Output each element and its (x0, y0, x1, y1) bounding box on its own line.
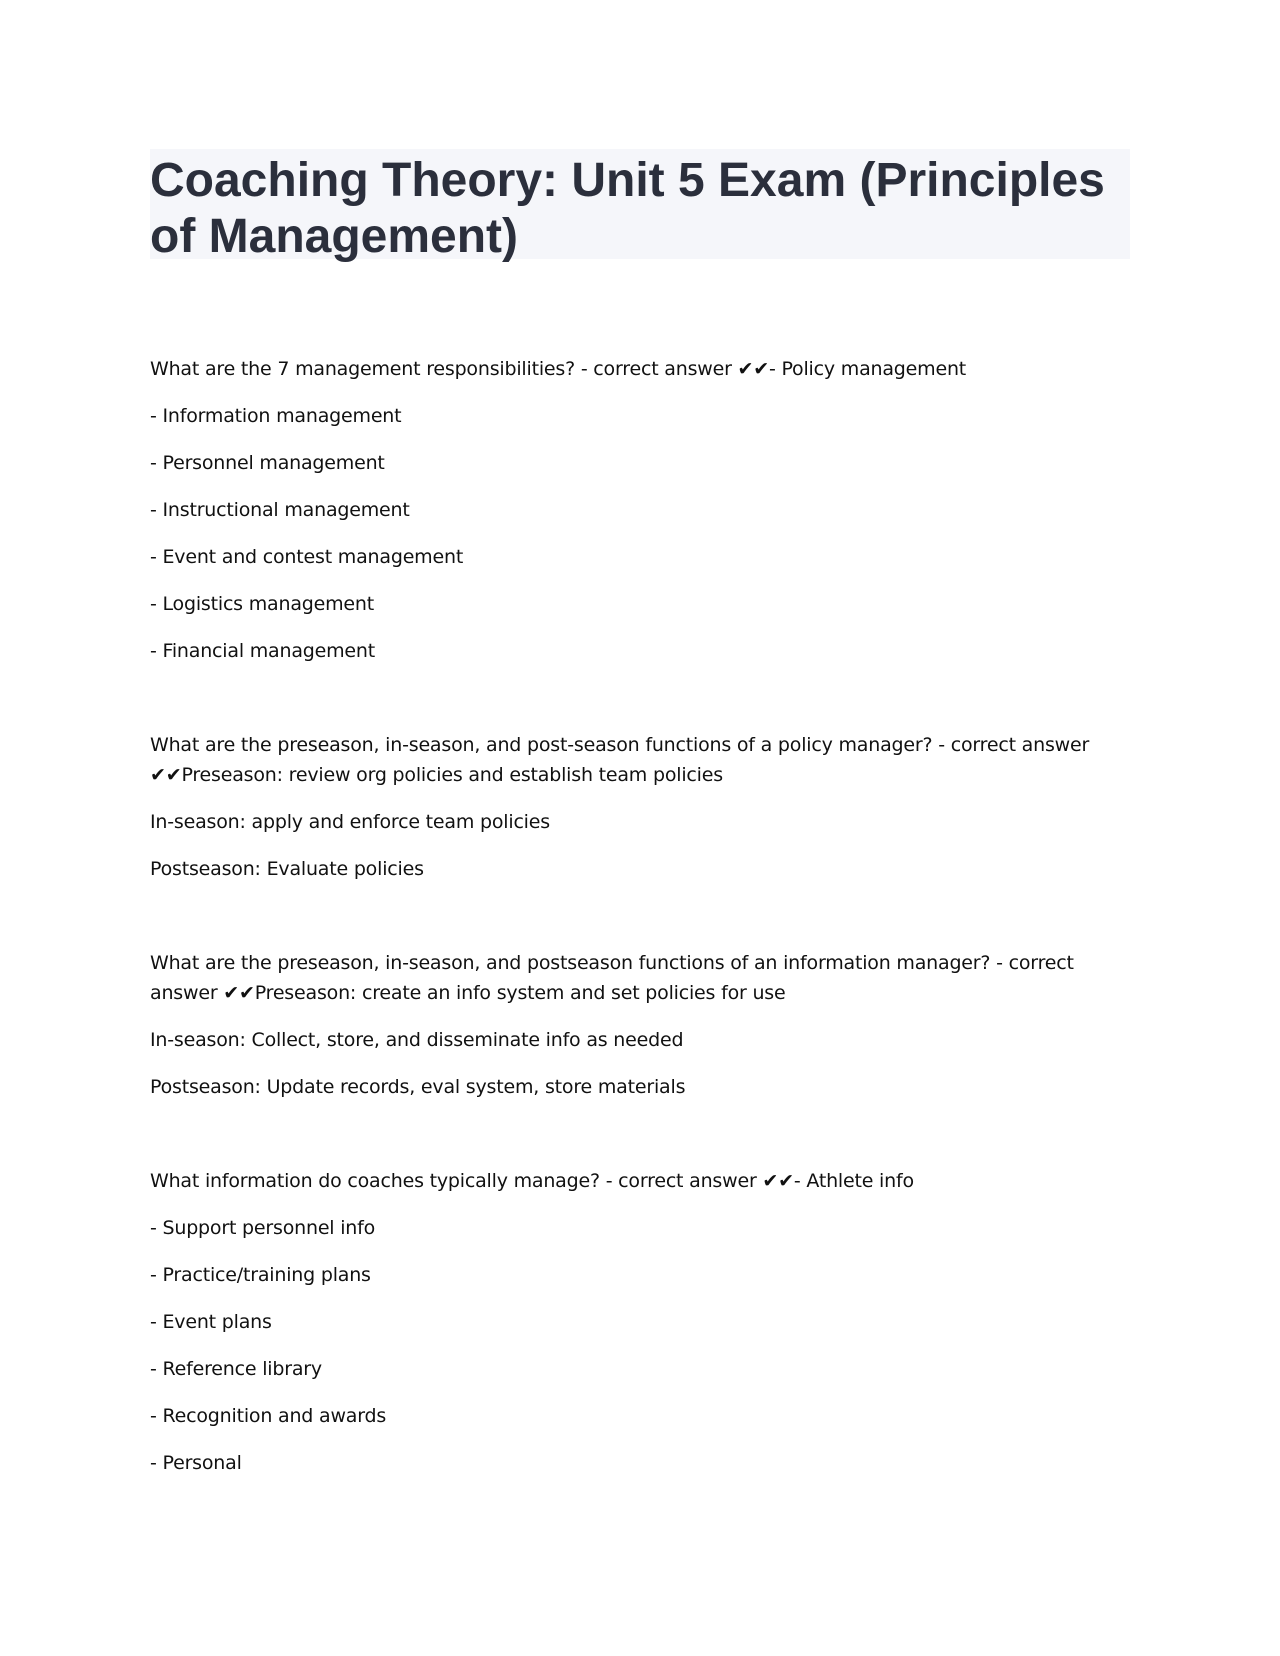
answer-line: In-season: Collect, store, and disseminate info as needed (150, 1029, 684, 1051)
qa-block-3 (150, 948, 1130, 1102)
answer-line: Postseason: Evaluate policies (150, 858, 424, 880)
question-line: What are the preseason, in-season, and postseason functions of an information manager? - correct answer ✔✔Preseason: create an info system and set policies for use (150, 952, 1074, 1004)
answer-line: - Personal (150, 1452, 242, 1474)
answer-line: In-season: apply and enforce team policies (150, 811, 550, 833)
title-box (150, 149, 1130, 263)
document-content (150, 354, 1130, 1478)
answer-line: - Support personnel info (150, 1217, 376, 1239)
answer-line: - Instructional management (150, 499, 410, 521)
qa-block-4 (150, 1166, 1130, 1478)
answer-line: - Practice/training plans (150, 1264, 371, 1286)
qa-block-1 (150, 354, 1130, 666)
answer-line: - Financial management (150, 640, 376, 662)
question-line: What are the 7 management responsibilities? - correct answer ✔✔- Policy management (150, 358, 967, 380)
answer-line: Postseason: Update records, eval system, store materials (150, 1076, 686, 1098)
answer-line: - Event and contest management (150, 546, 464, 568)
answer-line: - Personnel management (150, 452, 385, 474)
document-page (150, 149, 1130, 1478)
document-title: Coaching Theory: Unit 5 Exam (Principles of Management) (150, 154, 1105, 263)
answer-line: - Information management (150, 405, 402, 427)
question-line: What information do coaches typically manage? - correct answer ✔✔- Athlete info (150, 1170, 914, 1192)
qa-block-2 (150, 730, 1130, 884)
answer-line: - Recognition and awards (150, 1405, 387, 1427)
answer-line: - Reference library (150, 1358, 322, 1380)
answer-line: - Logistics management (150, 593, 374, 615)
question-line: What are the preseason, in-season, and post-season functions of a policy manager? - correct answer ✔✔Preseason: review org policies and establish team policies (150, 734, 1090, 786)
answer-line: - Event plans (150, 1311, 272, 1333)
